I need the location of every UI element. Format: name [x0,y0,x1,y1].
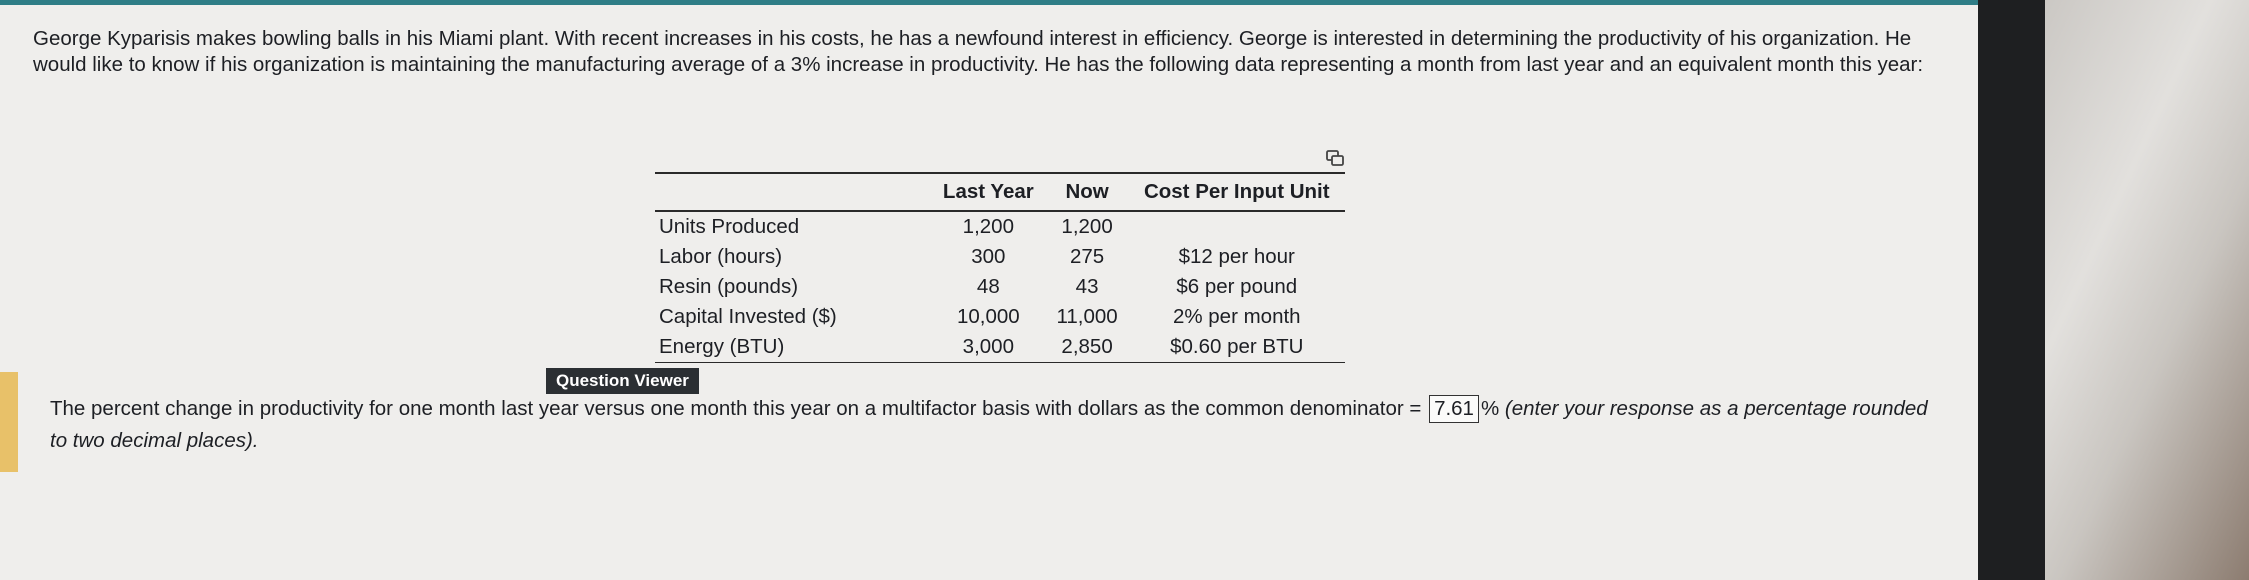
row-label: Units Produced [659,215,800,238]
question-text [50,393,1950,457]
row-label: Resin (pounds) [659,275,799,298]
row-label: Labor (hours) [659,245,783,268]
row-label: Energy (BTU) [659,335,785,358]
table-row [655,302,1345,332]
header-now: Now [1065,180,1109,203]
header-blank [655,173,931,211]
cell-now: 1,200 [1061,215,1113,238]
table-row [655,332,1345,363]
row-label: Capital Invested ($) [659,305,837,328]
table-row [655,242,1345,272]
monitor-bezel [1978,0,2045,580]
question-prefix: The percent change in productivity for one month last year versus one month this year on a multifactor basis with dollars as the common denominator = [50,397,1422,420]
cell-last-year: 48 [976,275,1000,298]
cell-last-year: 3,000 [962,335,1014,358]
cell-last-year: 10,000 [956,305,1020,328]
problem-statement: George Kyparisis makes bowling balls in his Miami plant. With recent increases in his costs, he has a newfound interest in efficiency. George is interested in determining the productivity of his organization. He would like to know if his organization is maintaining the manufacturing average of a 3% increase in productivity. He has the following data representing a month from last year and an equivalent month this year: [33,27,1924,76]
answer-input[interactable]: 7.61 [1429,395,1479,423]
cell-now: 43 [1075,275,1099,298]
cell-cost [1129,211,1345,242]
cell-cost: 2% per month [1172,305,1301,328]
cell-now: 11,000 [1056,305,1118,328]
data-table [655,172,1345,363]
side-tab[interactable] [0,372,18,472]
table-header-row [655,173,1345,211]
header-cost: Cost Per Input Unit [1143,180,1330,203]
cell-last-year: 1,200 [962,215,1014,238]
cell-cost: $0.60 per BTU [1170,335,1304,358]
percent-sign: % [1480,397,1500,420]
data-table-container [655,172,1345,363]
cell-now: 275 [1069,245,1105,268]
question-viewer-label[interactable]: Question Viewer [546,368,699,394]
table-row [655,211,1345,242]
cell-last-year: 300 [971,245,1006,268]
header-last-year: Last Year [942,180,1034,203]
cell-cost: $6 per pound [1176,275,1298,298]
copy-icon[interactable] [1325,148,1345,168]
background-wall [2045,0,2249,580]
cell-now: 2,850 [1061,335,1113,358]
table-row [655,272,1345,302]
cell-cost: $12 per hour [1178,245,1295,268]
question-instruction: (enter your response as a percentage rounded to two decimal places). [50,397,1928,452]
